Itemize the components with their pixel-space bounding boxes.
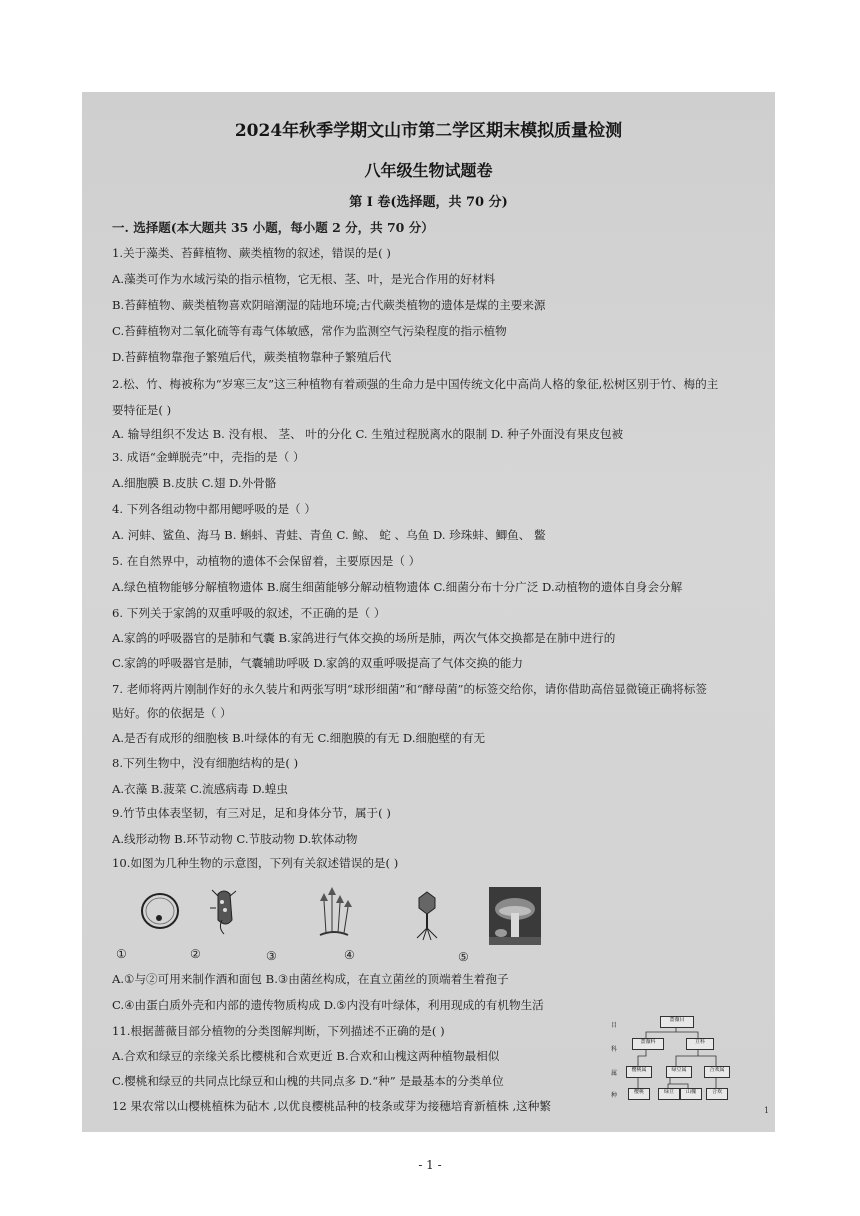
- question-line: 贴好。你的依据是（ ）: [112, 706, 232, 720]
- figure-label-5: ⑤: [458, 950, 469, 964]
- question-line: 3. 成语“金蝉脱壳”中，壳指的是（ ）: [112, 450, 305, 464]
- exam-title: 2024年秋季学期文山市第二学区期末模拟质量检测: [234, 121, 623, 141]
- exam-page-photo: [82, 92, 775, 1132]
- question-line: A.①与②可用来制作酒和面包 B.③由菌丝构成，在直立菌丝的顶端着生着孢子: [112, 972, 509, 986]
- section-heading: 一. 选择题(本大题共 35 小题，每小题 2 分，共 70 分）: [112, 220, 434, 235]
- question-line: 要特征是( ): [112, 403, 172, 417]
- tree-row-order: 目: [611, 1022, 618, 1029]
- tree-species-box-3: 山槐: [680, 1088, 702, 1100]
- question-line: C.苔藓植物对二氧化硫等有毒气体敏感，常作为监测空气污染程度的指示植物: [112, 324, 507, 338]
- question-line: A.家鸽的呼吸器官的是肺和气囊 B.家鸽进行气体交换的场所是肺，两次气体交换都是在肺中进行的: [112, 631, 616, 645]
- question-line: 1.关于藻类、苔藓植物、蕨类植物的叙述，错误的是( ): [112, 246, 391, 260]
- tree-genus-box-2: 绿豆属: [666, 1066, 692, 1078]
- tree-genus-box-3: 合欢属: [704, 1066, 730, 1078]
- mushroom-photo: [489, 887, 541, 945]
- question-line: 5. 在自然界中，动植物的遗体不会保留着，主要原因是（ ）: [112, 554, 421, 568]
- tree-species-box-4: 合欢: [706, 1088, 728, 1100]
- figure-label-1: ①: [116, 947, 127, 961]
- question-line: 12 果农常以山樱桃植株为砧木 ,以优良樱桃品种的枝条或芽为接穗培育新植株 ,这种繁: [112, 1099, 551, 1113]
- tree-species-box-2: 绿豆: [658, 1088, 680, 1100]
- question-line: A. 输导组织不发达 B. 没有根、 茎、 叶的分化 C. 生殖过程脱离水的限制 D. 种子外面没有果皮包被: [112, 427, 624, 441]
- question-line: B.苔藓植物、蕨类植物喜欢阴暗潮湿的陆地环境;古代蕨类植物的遗体是煤的主要来源: [112, 298, 546, 312]
- question-line: A.藻类可作为水域污染的指示植物，它无根、茎、叶，是光合作用的好材料: [112, 272, 496, 286]
- tree-genus-box-1: 樱桃属: [626, 1066, 652, 1078]
- question-line: 10.如图为几种生物的示意图，下列有关叙述错误的是( ): [112, 856, 399, 870]
- question-line: 2.松、竹、梅被称为“岁寒三友”这三种植物有着顽强的生命力是中国传统文化中高尚人格的象征,松树区别于竹、梅的主: [112, 377, 719, 391]
- question-line: C.④由蛋白质外壳和内部的遗传物质构成 D.⑤内没有叶绿体，利用现成的有机物生活: [112, 998, 544, 1012]
- tree-row-genus: 属: [611, 1070, 618, 1077]
- question-line: C.家鸽的呼吸器官是肺，气囊辅助呼吸 D.家鸽的双重呼吸提高了气体交换的能力: [112, 656, 523, 670]
- bacterium-icon: [204, 884, 244, 936]
- figure-label-2: ②: [190, 947, 201, 961]
- question-line: A. 河蚌、鲨鱼、海马 B. 蝌蚪、青蛙、青鱼 C. 鲸、 蛇 、乌鱼 D. 珍珠蚌、鲫鱼、 鳖: [112, 528, 546, 542]
- exam-subtitle: 八年级生物试题卷: [364, 161, 493, 180]
- question-line: D.苔藓植物靠孢子繁殖后代，蕨类植物靠种子繁殖后代: [112, 350, 392, 364]
- tree-order-box: 蔷薇目: [660, 1016, 694, 1028]
- tree-family-box-1: 蔷薇科: [632, 1038, 664, 1050]
- question-line: 4. 下列各组动物中都用鳃呼吸的是（ ）: [112, 502, 316, 516]
- question-line: 11.根据蔷薇目部分植物的分类图解判断，下列描述不正确的是( ): [112, 1024, 445, 1038]
- tree-row-species: 种: [611, 1092, 618, 1099]
- figure-label-4: ④: [344, 948, 355, 962]
- question-line: C.樱桃和绿豆的共同点比绿豆和山槐的共同点多 D.“种” 是最基本的分类单位: [112, 1074, 504, 1088]
- virus-bacteriophage-icon: [409, 888, 445, 944]
- question-line: A.细胞膜 B.皮肤 C.翅 D.外骨骼: [112, 476, 277, 490]
- mold-fungus-icon: [310, 885, 358, 941]
- question-line: 6. 下列关于家鸽的双重呼吸的叙述，不正确的是（ ）: [112, 606, 386, 620]
- question-line: 7. 老师将两片刚制作好的永久装片和两张写明“球形细菌”和“酵母菌”的标签交给你，请你借助高倍显微镜正确将标签: [112, 682, 707, 696]
- figure-label-3: ③: [266, 949, 277, 963]
- question-line: 9.竹节虫体表坚韧，有三对足，足和身体分节，属于( ): [112, 806, 391, 820]
- question-line: 8.下列生物中，没有细胞结构的是( ): [112, 756, 299, 770]
- part-heading: 第 I 卷(选择题，共 70 分): [349, 195, 508, 210]
- question-line: A.是否有成形的细胞核 B.叶绿体的有无 C.细胞膜的有无 D.细胞壁的有无: [112, 731, 486, 745]
- question-line: A.绿色植物能够分解植物遗体 B.腐生细菌能够分解动植物遗体 C.细菌分布十分广泛 D.动植物的遗体自身会分解: [112, 580, 683, 594]
- question-line: A.合欢和绿豆的亲缘关系比樱桃和合欢更近 B.合欢和山槐这两种植物最相似: [112, 1049, 500, 1063]
- tree-species-box-1: 樱桃: [628, 1088, 650, 1100]
- page-number: - 1 -: [418, 1158, 442, 1172]
- question-line: A.衣藻 B.菠菜 C.流感病毒 D.蝗虫: [112, 782, 288, 796]
- yeast-cell-icon: [134, 887, 190, 937]
- corner-page-mark: 1: [764, 1106, 770, 1115]
- tree-row-family: 科: [611, 1046, 618, 1053]
- question-line: A.线形动物 B.环节动物 C.节肢动物 D.软体动物: [112, 832, 358, 846]
- tree-family-box-2: 豆科: [686, 1038, 714, 1050]
